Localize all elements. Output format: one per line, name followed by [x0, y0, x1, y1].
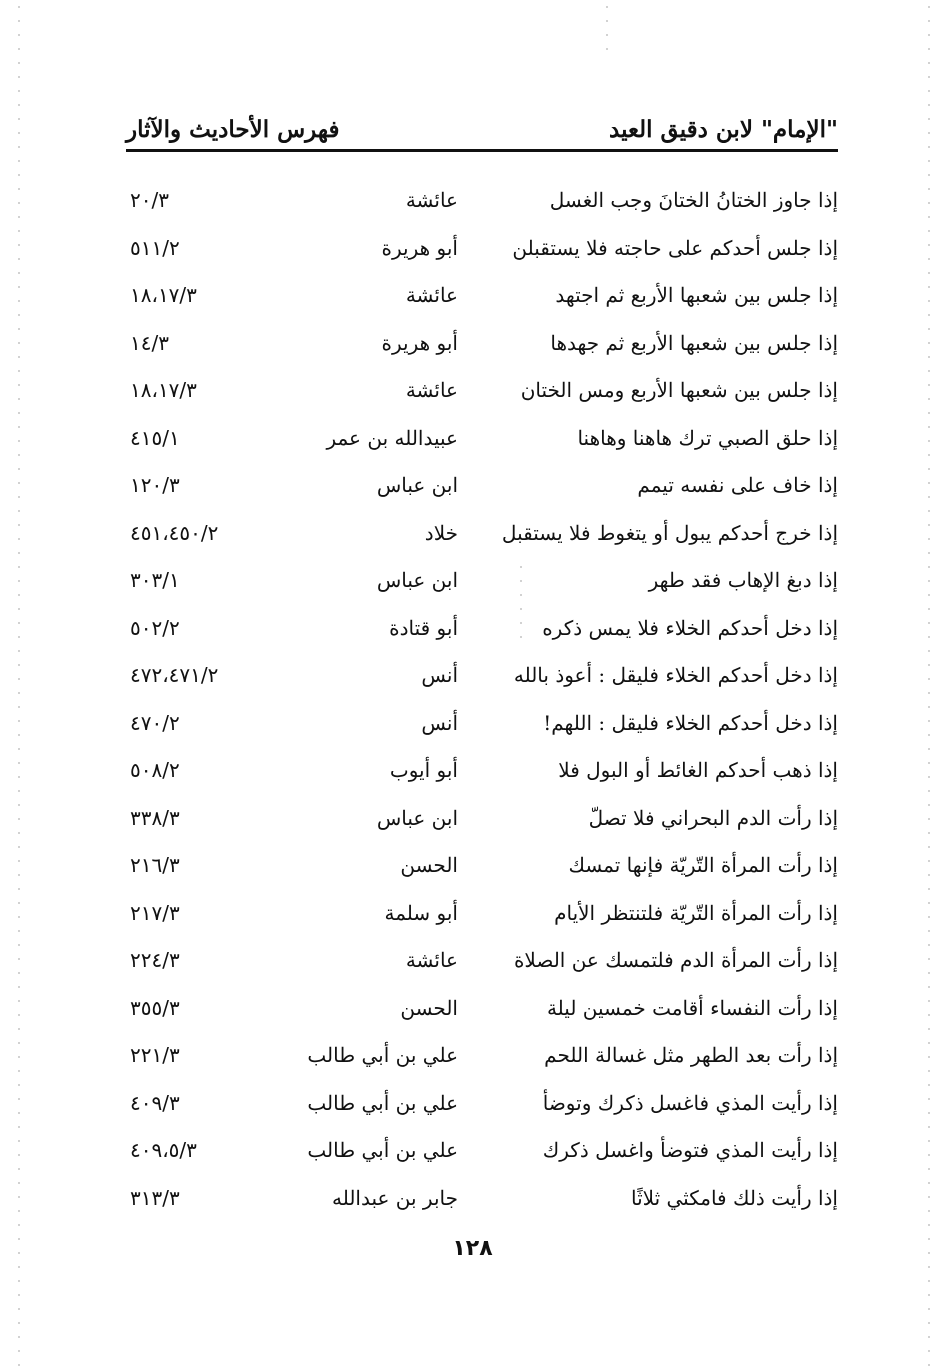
hadith-text: إذا جاوز الختانُ الختانَ وجب الغسل [549, 188, 838, 212]
hadith-text: إذا دخل أحدكم الخلاء فليقل : اللهم! [543, 710, 838, 735]
hadith-text: إذا ذهب أحدكم الغائط أو البول فلا [558, 758, 838, 782]
hadith-text: إذا دبغ الإهاب فقد طهر [648, 568, 838, 592]
volume-page-ref: ١٢٠/٣ [130, 473, 180, 497]
volume-page-ref: ٥٠٢/٢ [130, 615, 180, 640]
narrator: أبو هريرة [381, 330, 458, 355]
narrator: أنس [421, 663, 458, 687]
index-row [126, 608, 838, 656]
volume-page-ref: ٤٥١،٤٥٠/٢ [130, 520, 219, 545]
volume-page-ref: ٤٠٩/٣ [130, 1090, 180, 1115]
narrator: خلاد [424, 520, 458, 545]
volume-page-ref: ٥١١/٢ [130, 235, 180, 260]
index-row [126, 228, 838, 276]
index-row [126, 560, 838, 608]
hadith-index-table [126, 180, 838, 1225]
index-row [126, 988, 838, 1036]
volume-page-ref: ٢١٦/٣ [130, 853, 180, 877]
volume-page-ref: ٤١٥/١ [130, 425, 180, 450]
hadith-text: إذا جلس بين شعبها الأربع ثم جهدها [550, 330, 838, 355]
running-header [126, 112, 838, 152]
narrator: علي بن أبي طالب [307, 1043, 458, 1067]
narrator: أبو سلمة [384, 900, 458, 925]
narrator: علي بن أبي طالب [307, 1138, 458, 1162]
volume-page-ref: ٢٢٤/٣ [130, 948, 180, 972]
index-row [126, 370, 838, 418]
narrator: ابن عباس [376, 805, 458, 830]
index-row [126, 180, 838, 228]
hadith-text: إذا رأت المرأة الدم فلتمسك عن الصلاة [513, 948, 838, 972]
narrator: عائشة [405, 948, 458, 972]
hadith-text: إذا رأت الدم البحراني فلا تصلّ [588, 805, 838, 830]
narrator: ابن عباس [376, 473, 458, 497]
book-title: "الإمام" لابن دقيق العيد [609, 116, 838, 143]
narrator: أبو أيوب [389, 758, 458, 782]
hadith-text: إذا جلس بين شعبها الأربع ومس الختان [520, 378, 838, 402]
index-row [126, 1130, 838, 1178]
volume-page-ref: ٣٣٨/٣ [130, 805, 180, 830]
scan-margin-right [928, 0, 930, 1369]
volume-page-ref: ٤٧٠/٢ [130, 710, 180, 735]
narrator: عائشة [405, 188, 458, 212]
narrator: الحسن [400, 853, 458, 877]
narrator: علي بن أبي طالب [307, 1090, 458, 1115]
index-title: فهرس الأحاديث والآثار [126, 116, 340, 143]
index-row [126, 1035, 838, 1083]
volume-page-ref: ٤٧٢،٤٧١/٢ [130, 663, 219, 687]
volume-page-ref: ٢٢١/٣ [130, 1043, 180, 1067]
narrator: جابر بن عبدالله [331, 1185, 458, 1210]
narrator: أبو قتادة [389, 615, 458, 640]
index-row [126, 940, 838, 988]
index-row [126, 418, 838, 466]
narrator: عبيدالله بن عمر [326, 425, 458, 450]
index-row [126, 323, 838, 371]
hadith-text: إذا رأت النفساء أقامت خمسين ليلة [546, 995, 838, 1020]
index-row [126, 1178, 838, 1226]
index-row [126, 893, 838, 941]
scan-margin-left [18, 0, 20, 1369]
index-row [126, 703, 838, 751]
index-row [126, 1083, 838, 1131]
hadith-text: إذا حلق الصبي ترك هاهنا وهاهنا [577, 425, 838, 450]
hadith-text: إذا رأيت المذي فتوضأ واغسل ذكرك [542, 1138, 838, 1162]
hadith-text: إذا رأيت ذلك فامكثي ثلاثًا [630, 1185, 838, 1210]
volume-page-ref: ٣١٣/٣ [130, 1185, 180, 1210]
volume-page-ref: ٢١٧/٣ [130, 900, 180, 925]
page-number: ١٢٨ [452, 1236, 493, 1261]
hadith-text: إذا رأت المرأة التّريّة فلتنتظر الأيام [554, 900, 838, 925]
hadith-text: إذا خاف على نفسه تيمم [637, 473, 838, 497]
volume-page-ref: ٣٥٥/٣ [130, 995, 180, 1020]
volume-page-ref: ٣٠٣/١ [130, 568, 180, 592]
volume-page-ref: ٤٠٩،٥/٣ [130, 1138, 197, 1162]
hadith-text: إذا جلس بين شعبها الأربع ثم اجتهد [555, 283, 838, 307]
hadith-text: إذا رأت بعد الطهر مثل غسالة اللحم [544, 1043, 838, 1067]
header-rule [126, 149, 838, 152]
hadith-text: إذا رأت المرأة التّريّة فإنها تمسك [568, 853, 838, 877]
index-row [126, 655, 838, 703]
volume-page-ref: ٥٠٨/٢ [130, 758, 180, 782]
hadith-text: إذا دخل أحدكم الخلاء فليقل : أعوذ بالله [513, 663, 838, 687]
narrator: عائشة [405, 378, 458, 402]
volume-page-ref: ١٨،١٧/٣ [130, 378, 197, 402]
narrator: عائشة [405, 283, 458, 307]
index-row [126, 513, 838, 561]
hadith-text: إذا دخل أحدكم الخلاء فلا يمس ذكره [542, 615, 838, 640]
index-row [126, 750, 838, 798]
hadith-text: إذا رأيت المذي فاغسل ذكرك وتوضأ [542, 1090, 838, 1115]
scan-artifact-top [606, 0, 608, 60]
hadith-text: إذا جلس أحدكم على حاجته فلا يستقبلن [512, 235, 838, 260]
narrator: الحسن [400, 995, 458, 1020]
volume-page-ref: ٢٠/٣ [130, 188, 169, 212]
index-row [126, 798, 838, 846]
volume-page-ref: ١٨،١٧/٣ [130, 283, 197, 307]
index-row [126, 275, 838, 323]
narrator: أنس [421, 710, 458, 735]
index-row [126, 465, 838, 513]
hadith-text: إذا خرج أحدكم يبول أو يتغوط فلا يستقبل [501, 520, 838, 545]
index-row [126, 845, 838, 893]
narrator: أبو هريرة [381, 235, 458, 260]
volume-page-ref: ١٤/٣ [130, 330, 169, 355]
narrator: ابن عباس [376, 568, 458, 592]
